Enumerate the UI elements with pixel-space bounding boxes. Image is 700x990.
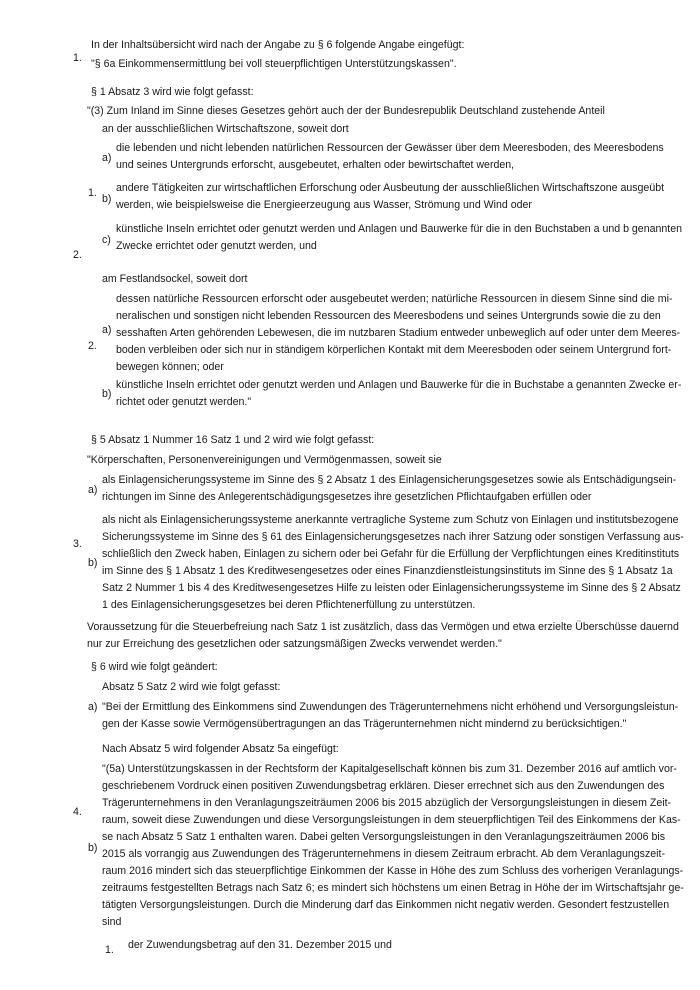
item-4-a-line: "Bei der Ermittlung des Einkommens sind Zuwendungen des Trägerunternehmens nicht erhöhend und Versorgungsleistun-	[102, 701, 679, 713]
item-4-b-line: raum 2016 mindert sich das steuerpflichtige Einkommen der Kasse in Höhe des zum Schluss des vorherigen Veranlagungs-	[102, 865, 684, 877]
item-4-b-line: sind	[102, 916, 122, 928]
item-2-sub2-a-line: dessen natürliche Ressourcen erforscht oder ausgebeutet werden; natürliche Ressourcen in diesem Sinne sind die mi-	[116, 293, 673, 305]
item-4-b-line: Trägerunternehmens in den Veranlagungszeiträumen 2006 bis 2015 abzüglich der Versorgungsleistungen in diesem Zeit-	[102, 797, 672, 809]
item-4-b-line: "(5a) Unterstützungskassen in der Rechtsform der Kapitalgesellschaft können bis zum 31. Dezember 2016 auf amtlich vor-	[102, 763, 677, 775]
item-4-b-line: se nach Absatz 5 Satz 1 enthalten waren. Dabei gelten Versorgungsleistungen in den Veranlagungszeiträumen 2006 bis	[102, 831, 666, 843]
item-4-a-label: a)	[88, 701, 98, 713]
item-2-sub2-a-label: a)	[102, 324, 112, 336]
item-2-sub1-c-line: Zwecke errichtet oder genutzt werden, und	[116, 240, 317, 252]
item-3-intro: § 5 Absatz 1 Nummer 16 Satz 1 und 2 wird wie folgt gefasst:	[91, 434, 375, 446]
item-3-closing-line: nur zur Erreichung des gesetzlichen oder satzungsmäßigen Zwecks verwendet werden."	[87, 638, 502, 650]
item-3-b-line: im Sinne des § 1 Absatz 1 des Kreditwesengesetzes oder eines Finanzdienstleistungsinstituts im Sinne des § 1 Absatz 1a	[102, 565, 673, 577]
item-3-closing-line: Voraussetzung für die Steuerbefreiung nach Satz 1 ist zusätzlich, dass das Vermögen und etwa erzielte Überschüsse dauernd	[87, 621, 679, 633]
item-2-intro: § 1 Absatz 3 wird wie folgt gefasst:	[91, 86, 254, 98]
item-2-sub1-c-label: c)	[102, 234, 111, 246]
item-1-line: "§ 6a Einkommensermittlung bei voll steuerpflichtigen Unterstützungskassen".	[91, 58, 457, 70]
item-2-sub2-b-line: richtet oder genutzt werden."	[116, 396, 252, 408]
item-2-sub1-a-line: die lebenden und nicht lebenden natürlichen Ressourcen der Gewässer über dem Meeresboden, des Meeresbodens	[116, 142, 664, 154]
item-4-a-line: gen der Kasse sowie Vermögensübertragungen an das Trägerunternehmen nicht mindernd zu berücksichtigen."	[102, 718, 627, 730]
item-4-b-label: b)	[88, 842, 98, 854]
item-4-b-sub1-text: der Zuwendungsbetrag auf den 31. Dezember 2015 und	[128, 939, 392, 951]
item-2-sub2-a-line: neralischen und sonstigen nicht lebenden Ressourcen des Meeresbodens und seines Untergrunds sowie die zu den	[116, 310, 661, 322]
item-4-b-line: tätigten Versorgungsleistungen. Durch die Minderung darf das Einkommen nicht negativ werden. Gesondert festzustellen	[102, 899, 670, 911]
item-3-b-line: 1 des Einlagensicherungsgesetzes bei deren Pflichtenerfüllung zu unterstützen.	[102, 599, 476, 611]
item-2-sub2-a-line: sesshaften Arten gehörenden Lebewesen, die im nutzbaren Stadium entweder unbeweglich auf oder unter dem Meeres-	[116, 327, 681, 339]
item-3-b-line: Satz 2 Nummer 1 bis 4 des Kreditwesengesetzes Hilfe zu leisten oder Einlagensicherungssysteme im Sinne des § 2 Absatz	[102, 582, 681, 594]
item-4-number: 4.	[73, 806, 82, 818]
item-2-sub2-a-line: bewegen können; oder	[116, 361, 224, 373]
item-2-sub1-b-line: werden, wie beispielsweise die Energieerzeugung aus Wasser, Strömung und Wind oder	[116, 199, 532, 211]
item-2-sub2-intro: am Festlandsockel, soweit dort	[102, 273, 248, 285]
item-3-b-line: Sicherungssysteme im Sinne des § 61 des Einlagensicherungsgesetzes nach ihrer Satzung oder sonstigen Verfassung aus-	[102, 531, 684, 543]
item-1-number: 1.	[73, 52, 82, 64]
item-4-b-sub1-number: 1.	[105, 944, 114, 956]
item-2-number: 2.	[73, 249, 82, 261]
item-2-sub1-number: 1.	[88, 187, 97, 199]
item-3-quote: "Körperschaften, Personenvereinigungen und Vermögenmassen, soweit sie	[87, 454, 442, 466]
item-2-quote-line: an der ausschließlichen Wirtschaftszone, soweit dort	[102, 123, 349, 135]
item-2-sub2-a-line: boden verbleiben oder sich nur in ständigem körperlichen Kontakt mit dem Meeresboden oder seinem Untergrund fort-	[116, 344, 672, 356]
item-2-quote-line: "(3) Zum Inland im Sinne dieses Gesetzes gehört auch der der Bundesrepublik Deutschland zustehende Anteil	[87, 105, 605, 117]
item-3-b-line: als nicht als Einlagensicherungssysteme anerkannte vertragliche Systeme zum Schutz von Einlagen und institutsbezogene	[102, 514, 679, 526]
item-4-b-line: raum, soweit diese Zuwendungen und diese Versorgungsleistungen in dem steuerpflichtigen Teil des Einkommens der Kas-	[102, 814, 681, 826]
item-4-b-line: geschriebenem Vordruck einen positiven Zuwendungsbetrag erklären. Dieser errechnet sich aus den Zuwendungen des	[102, 780, 665, 792]
item-3-b-label: b)	[88, 557, 98, 569]
item-3-a-line: richtungen im Sinne des Anlegerentschädigungsgesetzes ihre gesetzlichen Pflichtaufgaben erfüllen oder	[102, 491, 592, 503]
item-2-sub1-b-label: b)	[102, 193, 112, 205]
item-4-b-intro: Nach Absatz 5 wird folgender Absatz 5a eingefügt:	[102, 743, 339, 755]
item-4-b-line: 2015 als vorrangig aus Zuwendungen des Trägerunternehmens in diesem Zeitraum erbracht. Ab dem Veranlagungszeit-	[102, 848, 665, 860]
item-4-intro: § 6 wird wie folgt geändert:	[91, 661, 218, 673]
item-2-sub2-b-line: künstliche Inseln errichtet oder genutzt werden und Anlagen und Bauwerke für die in Buchstabe a genannten Zwecke er-	[116, 379, 682, 391]
item-3-a-label: a)	[88, 484, 98, 496]
item-2-sub1-a-label: a)	[102, 152, 112, 164]
item-1-line: In der Inhaltsübersicht wird nach der Angabe zu § 6 folgende Angabe eingefügt:	[91, 39, 465, 51]
item-2-sub2-number: 2.	[88, 340, 97, 352]
item-2-sub2-b-label: b)	[102, 388, 112, 400]
item-2-sub1-a-line: und seines Untergrunds erforscht, ausgebeutet, erhalten oder bewirtschaftet werden,	[116, 159, 515, 171]
item-4-b-line: zeitraums festgestellten Betrags nach Satz 6; es mindert sich höchstens um einen Betrag in Höhe der im Wirtschaftsjahr ge-	[102, 882, 684, 894]
item-4-a-intro: Absatz 5 Satz 2 wird wie folgt gefasst:	[102, 681, 281, 693]
item-3-b-line: schließlich den Zweck haben, Einlagen zu sichern oder bei Gefahr für die Erfüllung der Verpflichtungen eines Kreditinstituts	[102, 548, 680, 560]
item-3-number: 3.	[73, 538, 82, 550]
item-3-a-line: als Einlagensicherungssysteme im Sinne des § 2 Absatz 1 des Einlagensicherungsgesetzes sowie als Entschädigungsein-	[102, 474, 677, 486]
item-2-sub1-c-line: künstliche Inseln errichtet oder genutzt werden und Anlagen und Bauwerke für die in den Buchstaben a und b genannten	[116, 223, 682, 235]
item-2-sub1-b-line: andere Tätigkeiten zur wirtschaftlichen Erforschung oder Ausbeutung der ausschließlichen Wirtschaftszone ausgeübt	[116, 182, 665, 194]
